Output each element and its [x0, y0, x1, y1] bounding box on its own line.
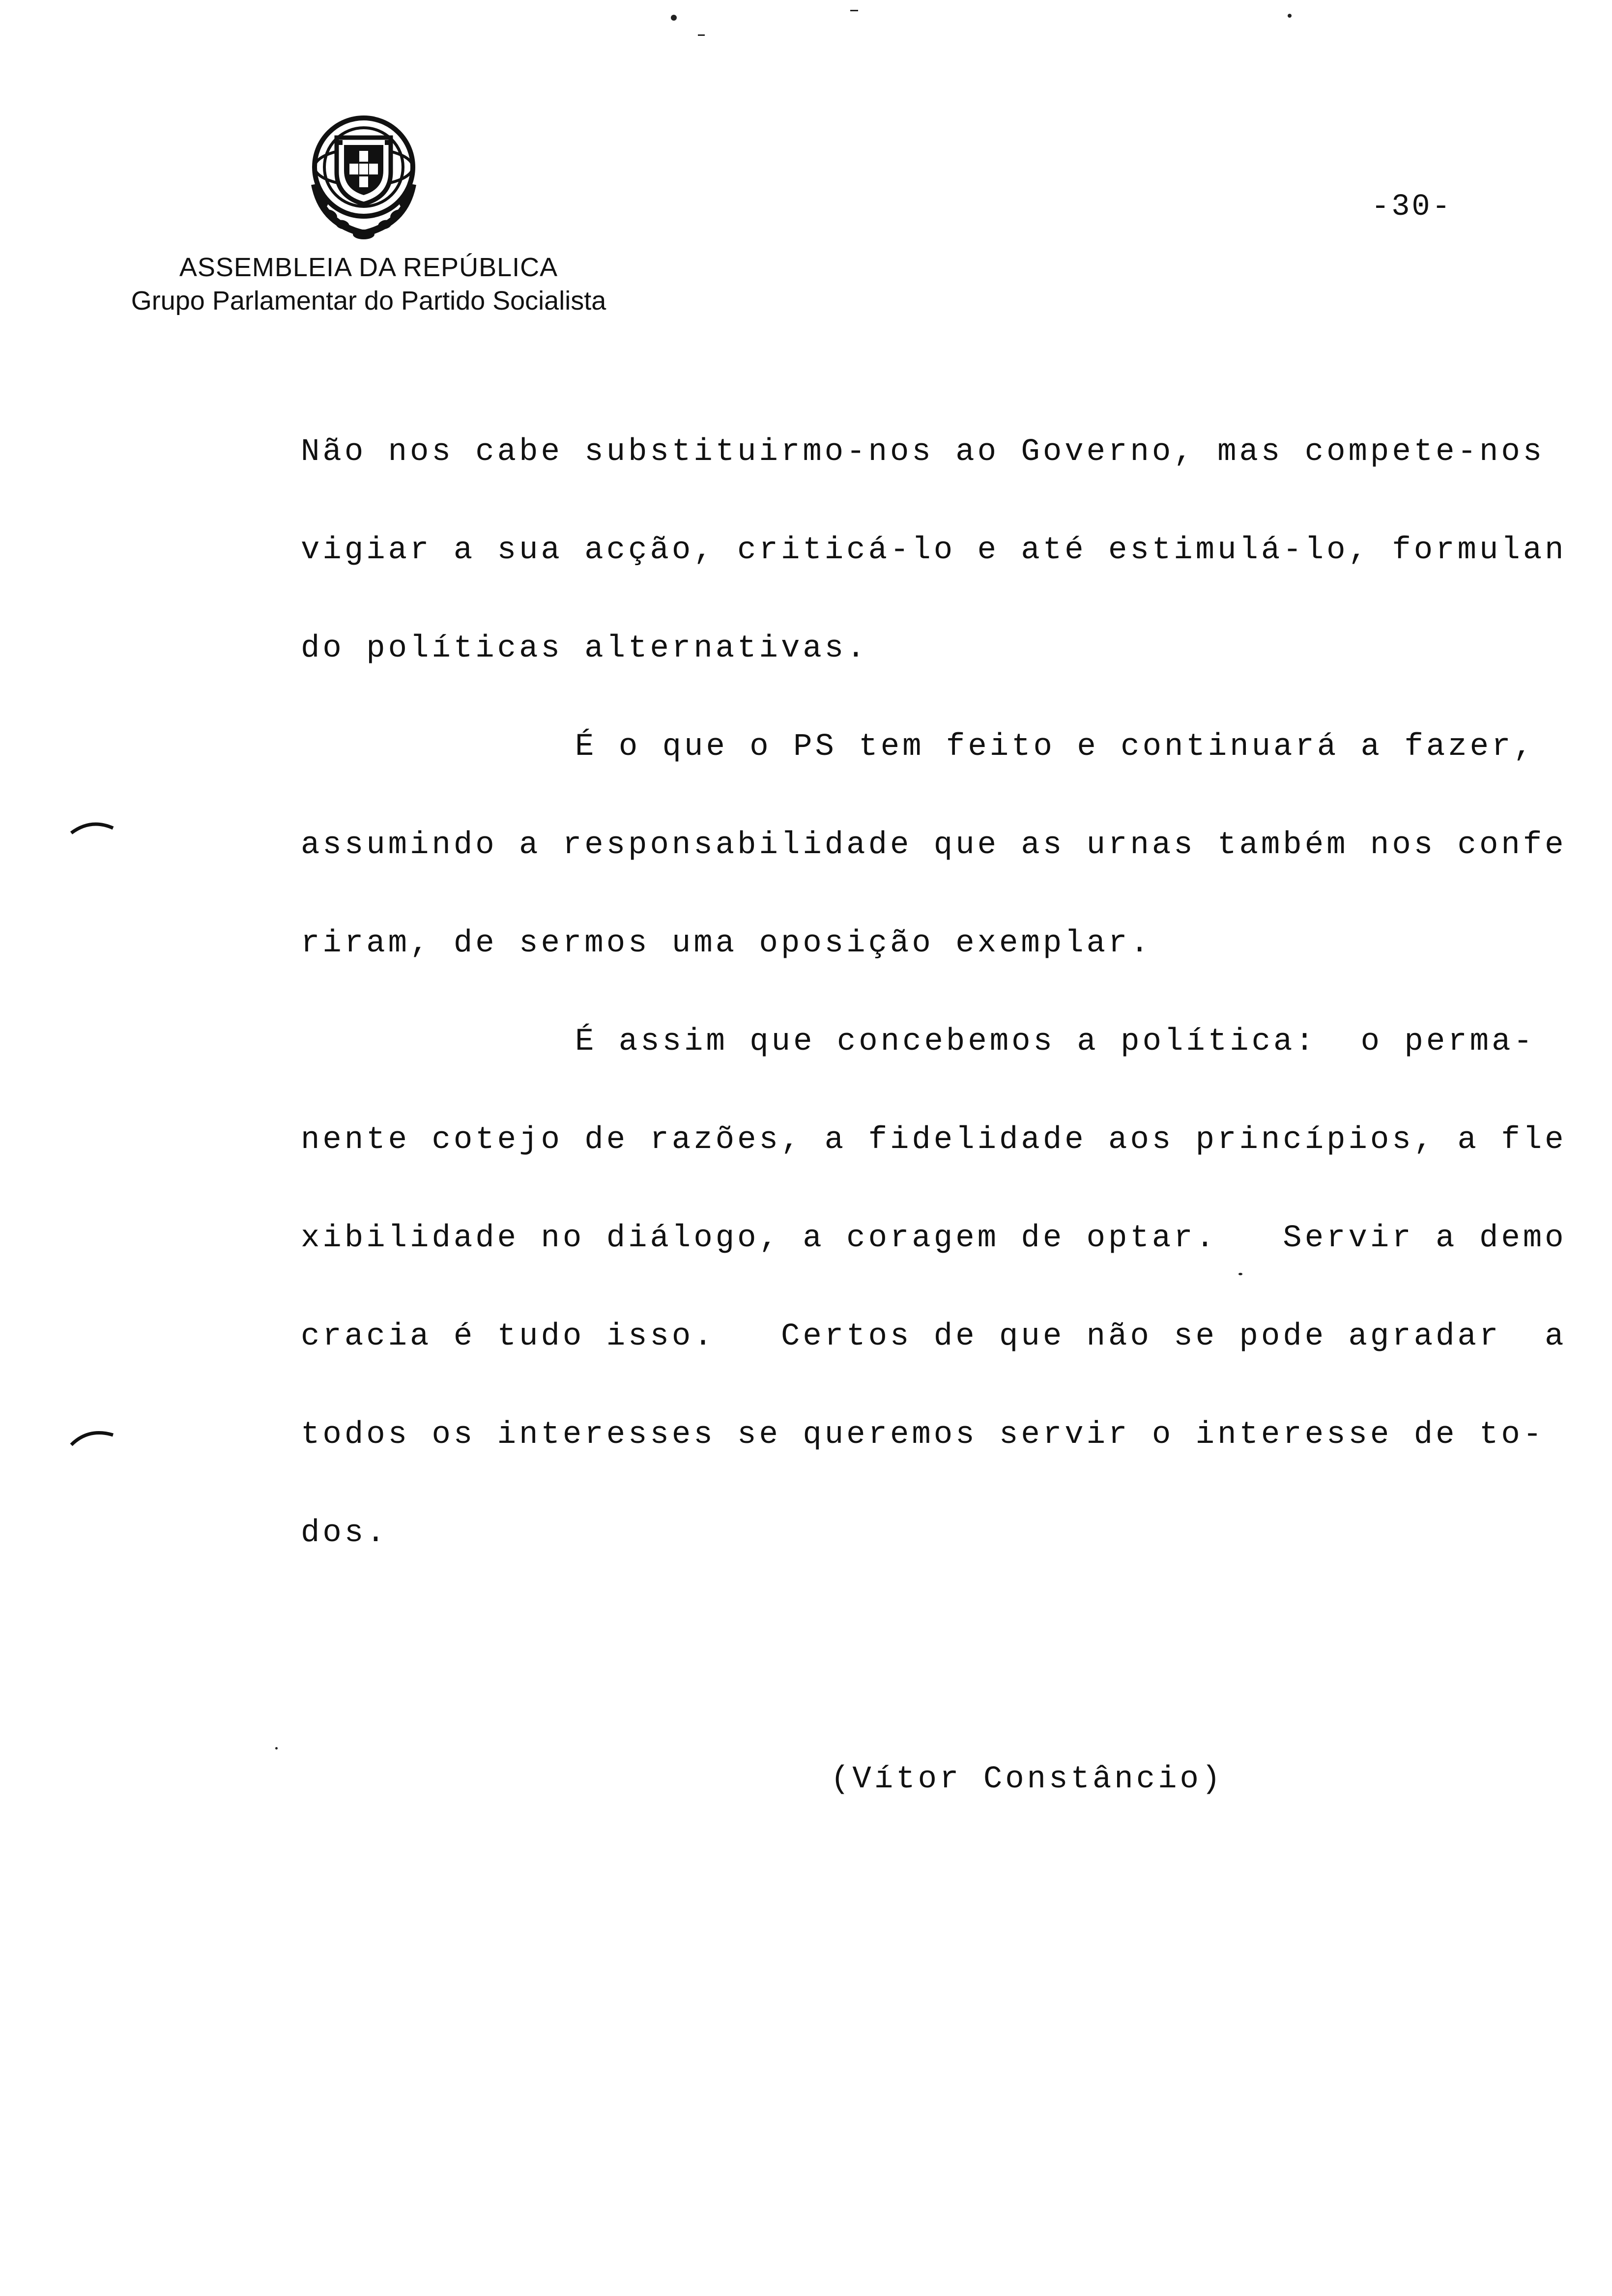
body-line: cracia é tudo isso. Certos de que não se pode agradar a — [301, 1319, 1567, 1354]
body-line: do políticas alternativas. — [301, 631, 868, 666]
body-line: todos os interesses se queremos servir o interesse de to- — [301, 1417, 1545, 1453]
page-number: -30- — [1371, 189, 1452, 224]
scan-speck — [698, 34, 705, 36]
body-line: dos. — [301, 1516, 388, 1551]
body-line: É assim que concebemos a política: o perma- — [575, 1024, 1535, 1060]
body-line: xibilidade no diálogo, a coragem de optar. Servir a demo — [301, 1221, 1567, 1256]
body-line: riram, de sermos uma oposição exemplar. — [301, 926, 1152, 961]
body-line: nente cotejo de razões, a fidelidade aos princípios, a fle — [301, 1122, 1567, 1158]
scan-speck — [671, 15, 677, 21]
margin-bracket-mark — [69, 818, 118, 838]
body-line: Não nos cabe substituirmo-nos ao Governo, mas compete-nos — [301, 434, 1545, 470]
body-line: É o que o PS tem feito e continuará a fazer, — [575, 729, 1535, 765]
margin-bracket-mark — [69, 1425, 118, 1450]
coat-of-arms-icon — [302, 111, 425, 243]
signature: (Vítor Constâncio) — [831, 1762, 1224, 1797]
parliamentary-group-name: Grupo Parlamentar do Partido Socialista — [131, 286, 606, 316]
scan-speck — [850, 10, 858, 11]
body-line: assumindo a responsabilidade que as urnas também nos confe — [301, 828, 1567, 863]
body-line: vigiar a sua acção, criticá-lo e até estimulá-lo, formulan — [301, 533, 1567, 568]
scan-speck — [275, 1747, 278, 1750]
organization-name: ASSEMBLEIA DA REPÚBLICA — [179, 253, 558, 282]
scan-speck — [1238, 1273, 1242, 1275]
scan-speck — [1288, 14, 1292, 18]
